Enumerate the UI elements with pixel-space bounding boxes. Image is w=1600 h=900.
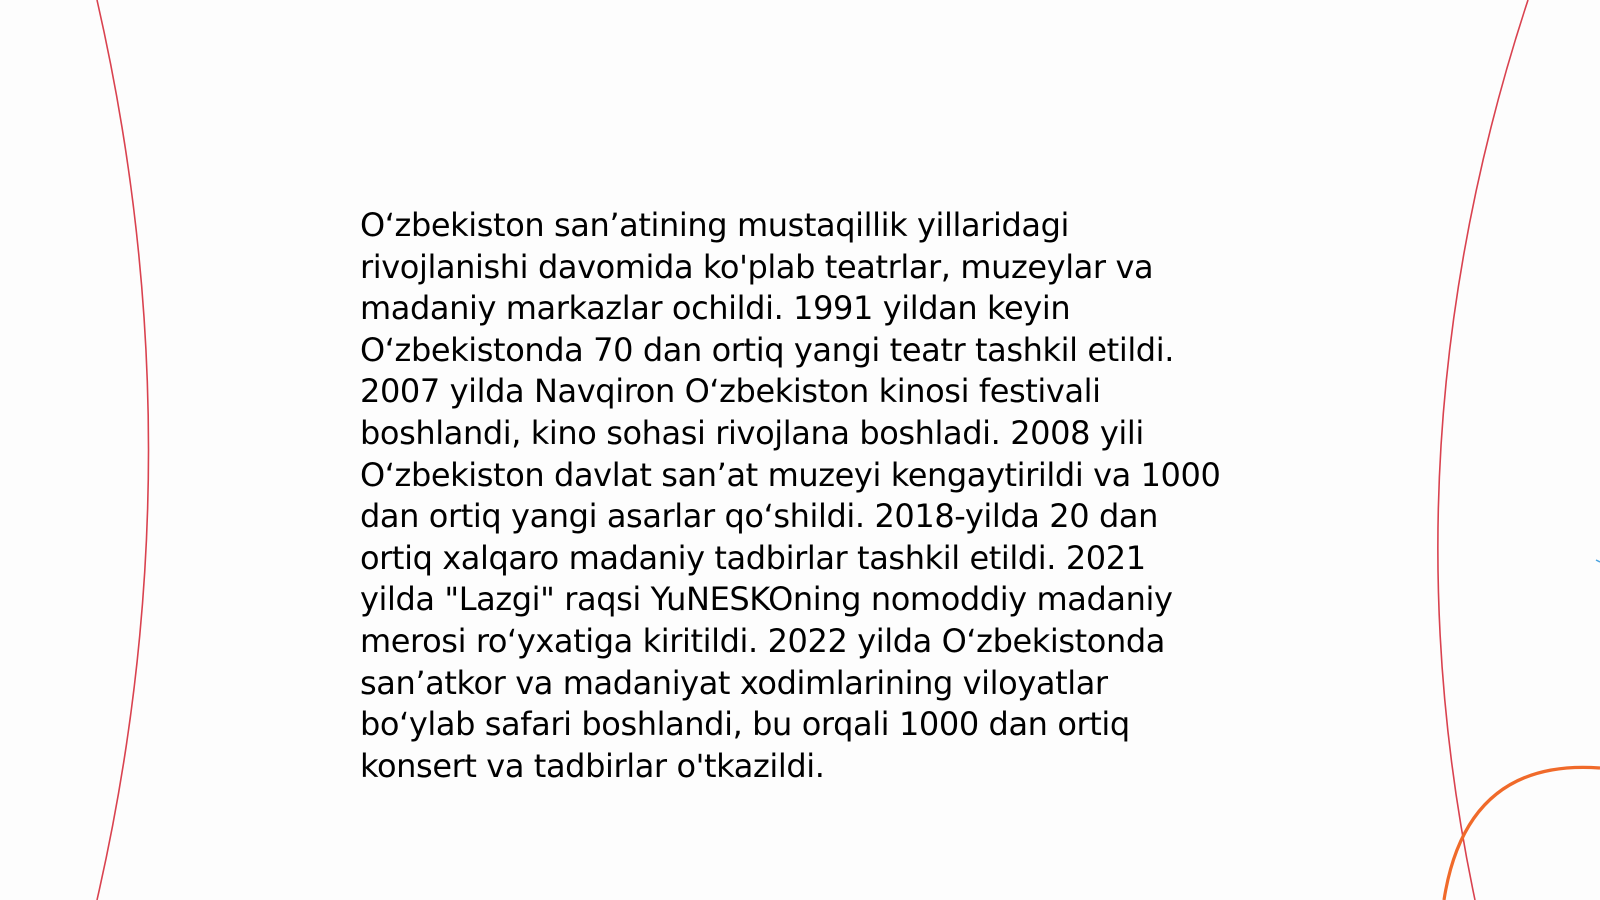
paragraph-line: dan ortiq yangi asarlar qo‘shildi. 2018-yilda 20 dan: [360, 497, 1158, 536]
right-curve-line: [1438, 0, 1528, 900]
left-curve-line: [97, 0, 149, 900]
paragraph-line: konsert va tadbirlar o'tkazildi.: [360, 746, 825, 785]
paragraph-line: yilda "Lazgi" raqsi YuNESKOning nomoddiy madaniy: [360, 580, 1173, 619]
paragraph-line: ortiq xalqaro madaniy tadbirlar tashkil etildi. 2021: [360, 538, 1146, 577]
paragraph-line: rivojlanishi davomida ko'plab teatrlar, muzeylar va: [360, 247, 1154, 286]
paragraph-line: boshlandi, kino sohasi rivojlana boshladi. 2008 yili: [360, 413, 1144, 452]
paragraph-line: O‘zbekiston san’atining mustaqillik yillaridagi: [360, 206, 1069, 244]
orange-arc: [1444, 767, 1600, 900]
paragraph-line: O‘zbekistonda 70 dan ortiq yangi teatr tashkil etildi.: [360, 330, 1174, 369]
paragraph-line: san’atkor va madaniyat xodimlarining viloyatlar: [360, 663, 1108, 702]
paragraph-line: O‘zbekiston davlat san’at muzeyi kengaytirildi va 1000: [360, 455, 1221, 494]
body-paragraph: [360, 205, 1260, 787]
paragraph-line: bo‘ylab safari boshlandi, bu orqali 1000 dan ortiq: [360, 705, 1130, 744]
blue-tick-mark: [1596, 560, 1600, 562]
paragraph-line: merosi ro‘yxatiga kiritildi. 2022 yilda O‘zbekistonda: [360, 621, 1165, 660]
paragraph-line: 2007 yilda Navqiron O‘zbekiston kinosi festivali: [360, 372, 1101, 411]
paragraph-line: madaniy markazlar ochildi. 1991 yildan keyin: [360, 289, 1071, 328]
